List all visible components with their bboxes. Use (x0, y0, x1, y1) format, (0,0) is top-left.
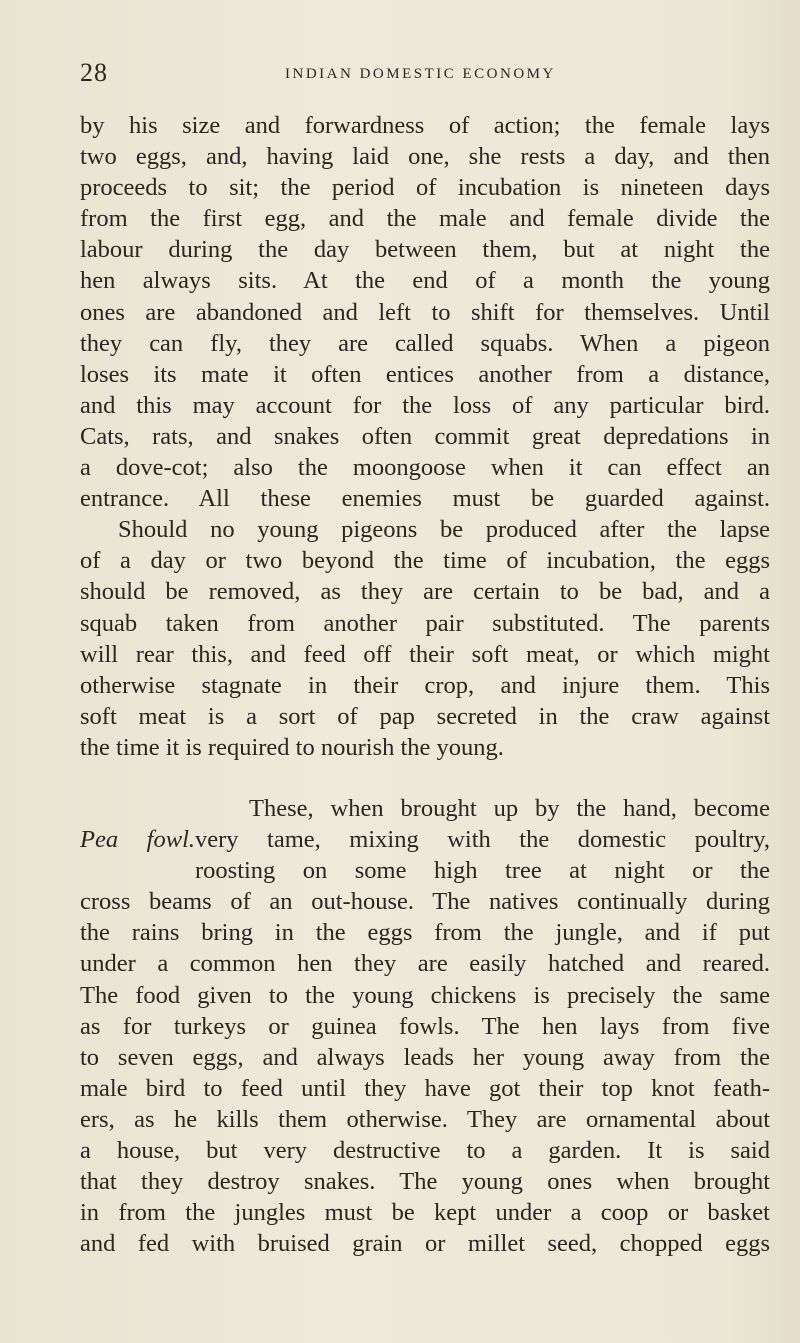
text-line: by his size and forwardness of action; the female lays (80, 112, 770, 139)
text-line: roosting on some high tree at night or the (195, 857, 770, 885)
text-line: the time it is required to nourish the young. (80, 733, 504, 761)
text-line: soft meat is a sort of pap secreted in the craw against (80, 702, 770, 730)
text-line: they can fly, they are called squabs. When a pigeon (80, 329, 770, 357)
text-line: Should no young pigeons be produced after the lapse (118, 516, 770, 544)
text-line: The food given to the young chickens is precisely the same (80, 981, 770, 1009)
text-line: will rear this, and feed off their soft meat, or which might (80, 640, 770, 668)
text-line: very tame, mixing with the domestic poultry, (195, 826, 770, 854)
text-line: proceeds to sit; the period of incubation is nineteen days (80, 174, 770, 202)
text-line: from the first egg, and the male and female divide the (80, 205, 770, 233)
text-line: hen always sits. At the end of a month the young (80, 267, 770, 295)
text-line: of a day or two beyond the time of incubation, the eggs (80, 547, 770, 575)
body-text (80, 110, 770, 1259)
page-number: 28 (80, 58, 108, 87)
text-line: cross beams of an out-house. The natives continually during (80, 888, 770, 916)
text-line: to seven eggs, and always leads her young away from the (80, 1043, 770, 1071)
text-line: that they destroy snakes. The young ones when brought (80, 1168, 770, 1196)
text-line: ones are abandoned and left to shift for themselves. Until (80, 298, 770, 326)
text-line: otherwise stagnate in their crop, and injure them. This (80, 671, 770, 699)
text-line: a dove-cot; also the moongoose when it can effect an (80, 454, 770, 482)
text-line: entrance. All these enemies must be guarded against. (80, 485, 770, 513)
text-line: the rains bring in the eggs from the jungle, and if put (80, 919, 770, 947)
text-line: two eggs, and, having laid one, she rests a day, and then (80, 143, 770, 171)
text-line: and this may account for the loss of any particular bird. (80, 391, 770, 419)
text-line: should be removed, as they are certain to be bad, and a (80, 578, 770, 606)
page-header (80, 58, 780, 88)
text-line: a house, but very destructive to a garden. It is said (80, 1137, 770, 1164)
text-line: ers, as he kills them otherwise. They are ornamental about (80, 1105, 770, 1133)
text-line: male bird to feed until they have got their top knot feath- (80, 1074, 770, 1102)
text-line: labour during the day between them, but at night the (80, 236, 770, 264)
text-line: Cats, rats, and snakes often commit great depredations in (80, 422, 770, 450)
text-line: squab taken from another pair substituted. The parents (80, 609, 770, 637)
text-line: loses its mate it often entices another from a distance, (80, 360, 770, 388)
text-line: in from the jungles must be kept under a coop or basket (80, 1199, 770, 1227)
text-line: as for turkeys or guinea fowls. The hen lays from five (80, 1012, 770, 1040)
text-line: These, when brought up by the hand, become (249, 794, 770, 822)
margin-heading-pea-fowl: Pea fowl. (80, 826, 195, 854)
peafowl-line (80, 793, 770, 824)
running-head: INDIAN DOMESTIC ECONOMY (285, 66, 556, 82)
text-line: under a common hen they are easily hatched and reared. (80, 950, 770, 978)
peafowl-line (80, 824, 770, 855)
text-line: and fed with bruised grain or millet seed, chopped eggs (80, 1230, 770, 1258)
peafowl-line (80, 855, 770, 886)
